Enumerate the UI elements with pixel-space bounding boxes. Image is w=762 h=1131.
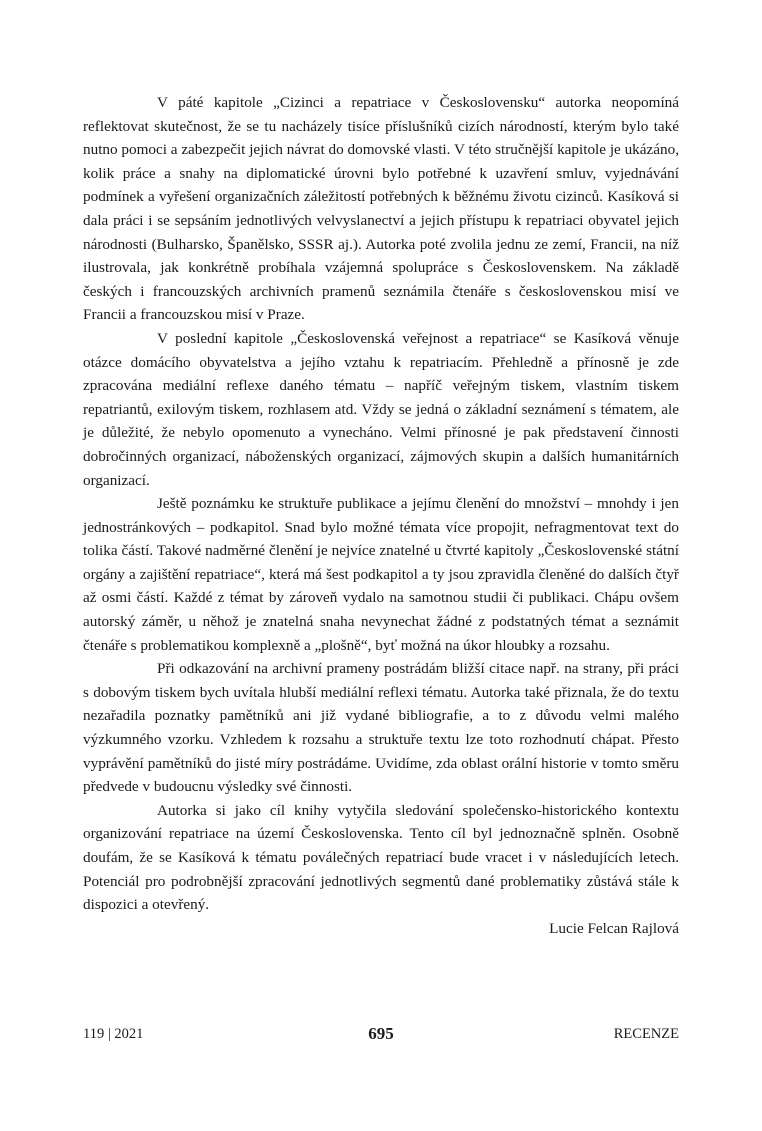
page-footer [83, 1024, 679, 1048]
paragraph: Autorka si jako cíl knihy vytyčila sledování společensko-historického kontextu organizování repatriace na území Československa. Tento cíl byl jednoznačně splněn. Osobně doufám, že se Kasíková k tématu poválečných repatriací bude vracet i v následujících letech. Potenciál pro podrobnější zpracování jednotlivých segmentů dané problematiky zůstává stále k dispozici a otevřený. [83, 801, 679, 914]
issue-label: 119 | 2021 [83, 1026, 144, 1042]
section-label: RECENZE [613, 1026, 679, 1042]
article-body [83, 91, 679, 940]
paragraph: V páté kapitole „Cizinci a repatriace v Československu“ autorka neopomíná reflektovat skutečnost, že se tu nacházely tisíce příslušníků cizích národností, kterým bylo také nutno pomoci a zabezpečit jejich návrat do domovské vlasti. V této stručnější kapitole je ukázáno, kolik práce a snahy na diplomatické úrovni bylo potřebné k uzavření smluv, vyjednávání podmínek a vyřešení organizačních záležitostí potřebných k běžnému životu cizinců. Kasíková si dala práci i se sepsáním jednotlivých velvyslanectví a jejich přístupu k repatriaci obyvatel jejich národnosti (Bulharsko, Španělsko, SSSR aj.). Autorka poté zvolila jednu ze zemí, Francii, na níž ilustrovala, jak konkrétně probíhala vzájemná spolupráce s Československem. Na základě českých i francouzských archivních pramenů seznámila čtenáře s československou misí ve Francii a francouzskou misí v Praze. [83, 94, 679, 324]
paragraph: V poslední kapitole „Československá veřejnost a repatriace“ se Kasíková věnuje otázce domácího obyvatelstva a jejího vztahu k repatriacím. Přehledně a přínosně je zde zpracována mediální reflexe daného tématu – napříč veřejným tiskem, vlastním tiskem repatriantů, exilovým tiskem, rozhlasem atd. Vždy se jedná o základní seznámení s tématem, ale je důležité, že nebylo opomenuto a vynecháno. Velmi přínosné je pak představení činnosti dobročinných organizací, náboženských organizací, zájmových skupin a dalších humanitárních organizací. [83, 329, 679, 489]
page-number: 695 [368, 1024, 394, 1043]
paragraph: Při odkazování na archivní prameny postrádám bližší citace např. na strany, při práci s dobovým tiskem bych uvítala hlubší mediální reflexi tématu. Autorka také přiznala, že do textu nezařadila poznatky pamětníků ani již vydané bibliografie, a to z důvodu velmi malého výzkumného vzorku. Vzhledem k rozsahu a struktuře textu lze toto rozhodnutí chápat. Přesto vyprávění pamětníků do jisté míry postrádáme. Uvidíme, zda oblast orální historie v tomto směru předvede v budoucnu výsledky své činnosti. [83, 660, 679, 796]
author-signature: Lucie Felcan Rajlová [549, 919, 679, 937]
paragraph: Ještě poznámku ke struktuře publikace a jejímu členění do množství – mnohdy i jen jednostránkových – podkapitol. Snad bylo možné témata více propojit, nefragmentovat text do tolika částí. Takové nadměrné členění je nejvíce znatelné u čtvrté kapitoly „Československé státní orgány a zajištění repatriace“, která má šest podkapitol a ty jsou zpravidla členěné do dalších čtyř až osmi částí. Každé z témat by zároveň vydalo na samotnou studii či publikaci. Chápu ovšem autorský záměr, u něhož je znatelná snaha nevynechat žádné z podstatných témat a seznámit čtenáře s problematikou komplexně a „plošně“, byť možná na úkor hloubky a rozsahu. [83, 495, 679, 654]
